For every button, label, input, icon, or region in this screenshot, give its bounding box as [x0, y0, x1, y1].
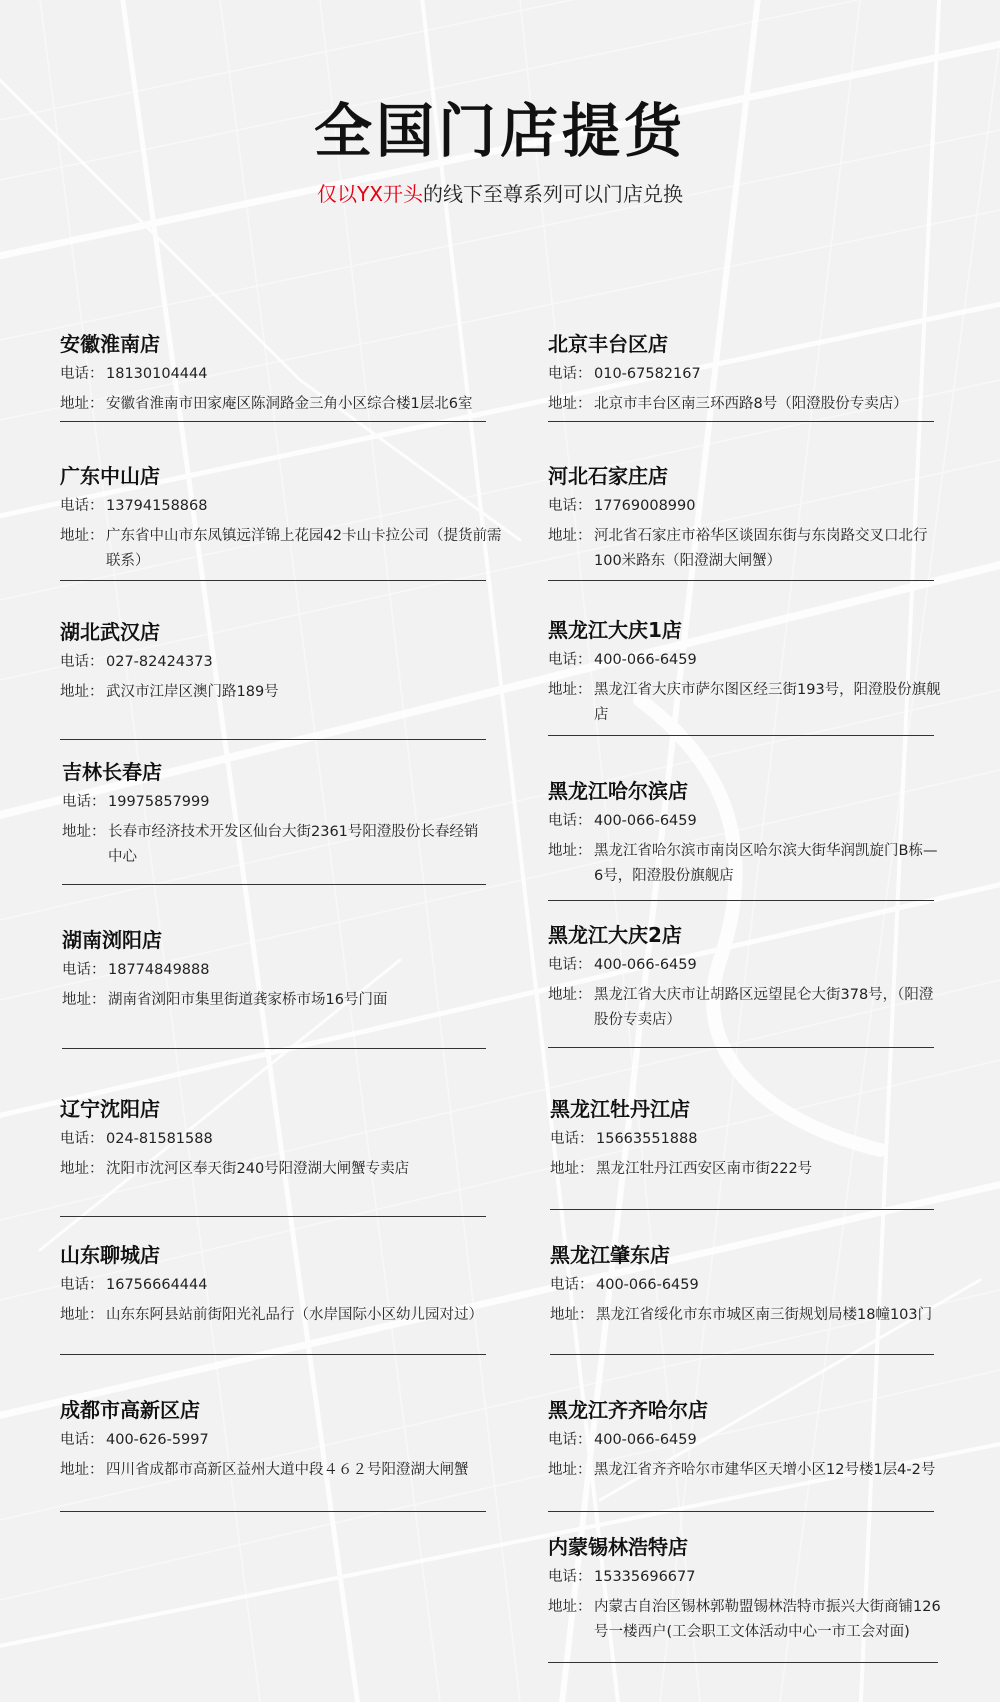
address-value: 黑龙江省绥化市东市城区南三街规划局楼18幢103门: [596, 1307, 933, 1323]
phone-label: 电话：: [60, 1131, 104, 1147]
store-card: [60, 1239, 510, 1359]
address-label: 地址：: [60, 684, 104, 700]
phone-label: 电话：: [60, 498, 104, 514]
phone-value: 400-066-6459: [594, 957, 697, 973]
address-value: 安徽省淮南市田家庵区陈洞路金三角小区综合楼1层北6室: [106, 396, 473, 412]
phone-value: 400-066-6459: [594, 652, 697, 668]
address-label: 地址：: [60, 1462, 104, 1478]
store-card: [548, 775, 948, 905]
address-value: 长春市经济技术开发区仙台大街2361号阳澄股份长春经销中心: [108, 824, 479, 865]
store-card: [548, 919, 948, 1049]
subtitle-highlight: 仅以YX开头: [317, 182, 423, 206]
divider: [60, 1511, 486, 1512]
store-name: 黑龙江肇东店: [550, 1243, 670, 1267]
address-label: 地址：: [60, 396, 104, 412]
store-name: 山东聊城店: [60, 1243, 160, 1267]
divider: [62, 884, 486, 885]
divider: [60, 421, 486, 422]
divider: [550, 1209, 934, 1210]
phone-label: 电话：: [548, 652, 592, 668]
phone-label: 电话：: [60, 1277, 104, 1293]
address-label: 地址：: [62, 992, 106, 1008]
store-name: 内蒙锡林浩特店: [548, 1535, 688, 1559]
address-value: 四川省成都市高新区益州大道中段４６２号阳澄湖大闸蟹: [106, 1462, 469, 1478]
address-label: 地址：: [548, 987, 592, 1003]
phone-label: 电话：: [550, 1131, 594, 1147]
phone-label: 电话：: [548, 1569, 592, 1585]
phone-value: 010-67582167: [594, 366, 701, 382]
phone-value: 18774849888: [108, 962, 210, 978]
address-label: 地址：: [548, 843, 592, 859]
phone-label: 电话：: [60, 1432, 104, 1448]
address-label: 地址：: [60, 528, 104, 544]
phone-value: 15663551888: [596, 1131, 698, 1147]
store-name: 黑龙江牡丹江店: [550, 1097, 690, 1121]
store-card: [550, 1093, 950, 1223]
address-label: 地址：: [548, 682, 592, 698]
store-name: 吉林长春店: [62, 760, 162, 784]
address-value: 河北省石家庄市裕华区谈固东街与东岗路交叉口北行100米路东（阳澄湖大闸蟹）: [594, 528, 928, 569]
store-name: 辽宁沈阳店: [60, 1097, 160, 1121]
phone-label: 电话：: [60, 654, 104, 670]
store-card: [60, 1394, 500, 1514]
store-card: [60, 460, 510, 590]
address-label: 地址：: [550, 1161, 594, 1177]
address-label: 地址：: [548, 396, 592, 412]
address-value: 沈阳市沈河区奉天街240号阳澄湖大闸蟹专卖店: [106, 1161, 410, 1177]
phone-value: 19975857999: [108, 794, 210, 810]
address-value: 黑龙江省哈尔滨市南岗区哈尔滨大街华润凯旋门B栋—6号，阳澄股份旗舰店: [594, 843, 938, 884]
divider: [550, 1354, 934, 1355]
store-card: [62, 924, 492, 1054]
phone-value: 400-066-6459: [594, 813, 697, 829]
phone-label: 电话：: [548, 813, 592, 829]
phone-value: 024-81581588: [106, 1131, 213, 1147]
divider: [60, 1216, 486, 1217]
store-name: 北京丰台区店: [548, 332, 668, 356]
phone-value: 13794158868: [106, 498, 208, 514]
phone-label: 电话：: [548, 957, 592, 973]
divider: [62, 1048, 486, 1049]
divider: [60, 739, 486, 740]
address-value: 内蒙古自治区锡林郭勒盟锡林浩特市振兴大街商铺126号一楼西户(工会职工文体活动中心一市工会对面): [594, 1599, 941, 1640]
address-label: 地址：: [60, 1307, 104, 1323]
store-name: 黑龙江大庆2店: [548, 923, 682, 947]
address-value: 山东东阿县站前街阳光礼品行（水岸国际小区幼儿园对过）: [106, 1307, 483, 1323]
divider: [548, 421, 934, 422]
phone-value: 18130104444: [106, 366, 208, 382]
page-title: 全国门店提货: [313, 97, 686, 165]
store-card: [550, 1239, 950, 1359]
store-card: [62, 756, 482, 886]
address-label: 地址：: [60, 1161, 104, 1177]
store-name: 河北石家庄店: [548, 464, 668, 488]
address-value: 黑龙江省大庆市让胡路区远望昆仑大街378号，（阳澄股份专卖店）: [594, 987, 934, 1028]
store-card: [548, 460, 948, 590]
divider: [548, 735, 934, 736]
divider: [548, 900, 934, 901]
phone-label: 电话：: [548, 1432, 592, 1448]
address-label: 地址：: [550, 1307, 594, 1323]
address-value: 黑龙江牡丹江西安区南市街222号: [596, 1161, 813, 1177]
address-label: 地址：: [548, 528, 592, 544]
phone-value: 400-066-6459: [596, 1277, 699, 1293]
address-value: 广东省中山市东凤镇远洋锦上花园42卡山卡拉公司（提货前需联系）: [106, 528, 502, 569]
store-card: [548, 328, 948, 438]
store-name: 黑龙江哈尔滨店: [548, 779, 688, 803]
address-value: 黑龙江省大庆市萨尔图区经三街193号，阳澄股份旗舰店: [594, 682, 941, 723]
store-card: [548, 614, 948, 744]
store-name: 黑龙江大庆1店: [548, 618, 682, 642]
phone-label: 电话：: [60, 366, 104, 382]
phone-label: 电话：: [62, 794, 106, 810]
store-name: 湖北武汉店: [60, 620, 160, 644]
divider: [548, 1511, 934, 1512]
subtitle-text: 的线下至尊系列可以门店兑换: [422, 182, 683, 206]
store-card: [548, 1531, 948, 1671]
store-card: [60, 328, 490, 438]
address-value: 黑龙江省齐齐哈尔市建华区天增小区12号楼1层4-2号: [594, 1462, 936, 1478]
divider: [548, 1662, 938, 1663]
address-value: 北京市丰台区南三环西路8号（阳澄股份专卖店）: [594, 396, 908, 412]
store-name: 湖南浏阳店: [62, 928, 162, 952]
store-card: [548, 1394, 948, 1514]
phone-value: 027-82424373: [106, 654, 213, 670]
address-value: 武汉市江岸区澳门路189号: [106, 684, 279, 700]
phone-value: 400-626-5997: [106, 1432, 209, 1448]
store-name: 安徽淮南店: [60, 332, 160, 356]
store-card: [60, 616, 500, 746]
phone-value: 17769008990: [594, 498, 696, 514]
divider: [548, 1047, 934, 1048]
page-subtitle: [0, 178, 1000, 207]
phone-value: 400-066-6459: [594, 1432, 697, 1448]
phone-label: 电话：: [62, 962, 106, 978]
address-label: 地址：: [62, 824, 106, 840]
divider: [548, 580, 934, 581]
phone-label: 电话：: [550, 1277, 594, 1293]
phone-label: 电话：: [548, 366, 592, 382]
divider: [60, 1354, 486, 1355]
phone-label: 电话：: [548, 498, 592, 514]
store-card: [60, 1093, 500, 1223]
address-label: 地址：: [548, 1462, 592, 1478]
address-label: 地址：: [548, 1599, 592, 1615]
store-name: 广东中山店: [60, 464, 160, 488]
divider: [60, 580, 486, 581]
phone-value: 16756664444: [106, 1277, 208, 1293]
address-value: 湖南省浏阳市集里街道龚家桥市场16号门面: [108, 992, 388, 1008]
store-name: 黑龙江齐齐哈尔店: [548, 1398, 708, 1422]
store-name: 成都市高新区店: [60, 1398, 200, 1422]
phone-value: 15335696677: [594, 1569, 696, 1585]
